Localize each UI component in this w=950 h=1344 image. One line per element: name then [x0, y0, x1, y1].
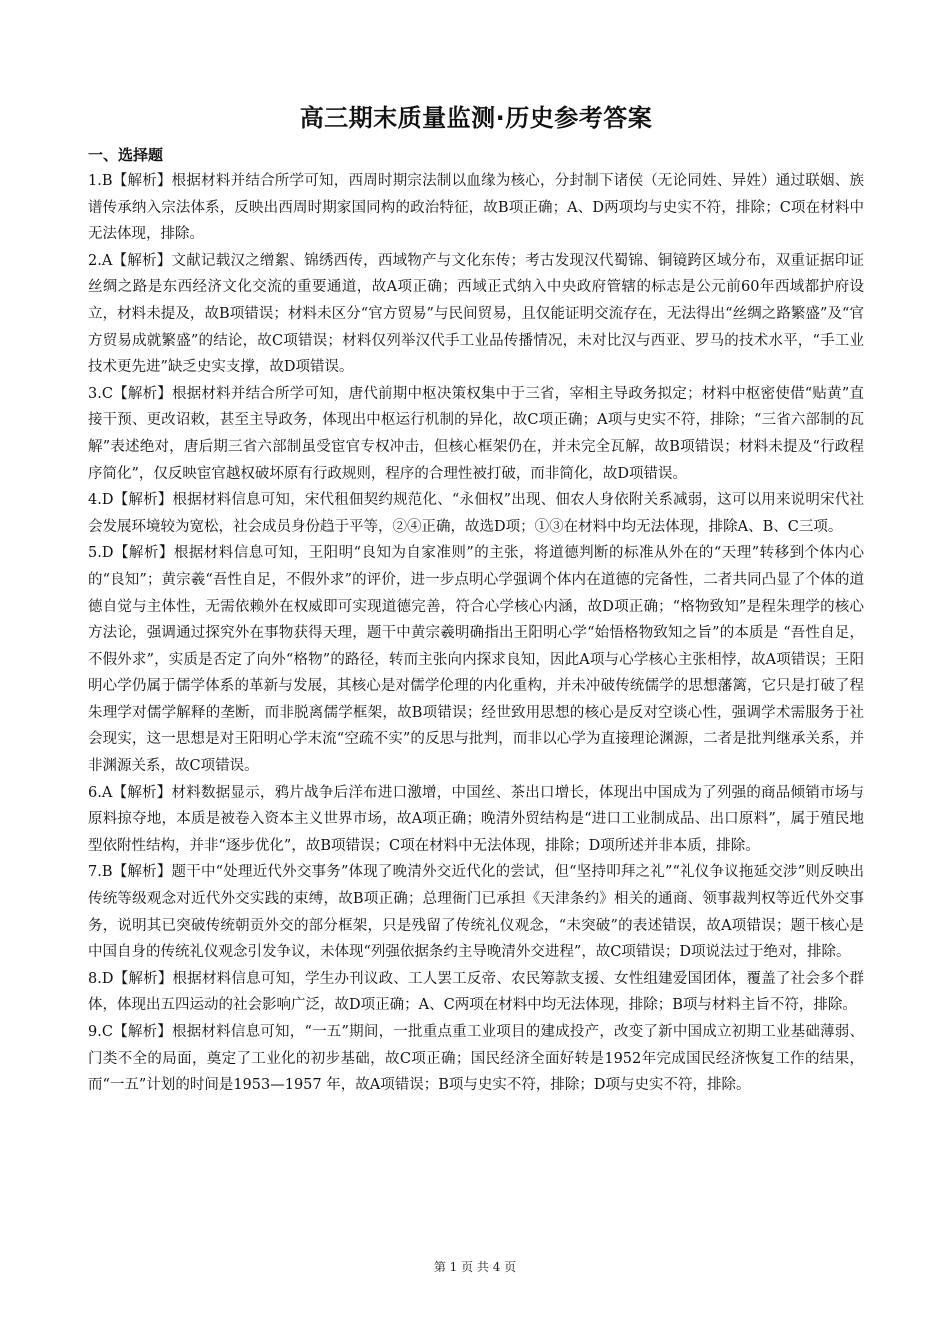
answer-item-4: 4.D【解析】根据材料信息可知，宋代租佃契约规范化、“永佃权”出现、佃农人身依附关系减弱，这可以用来说明宋代社会发展环境较为宽松，社会成员身份趋于平等，②④正确，故选D项；①③在材料中均无法体现，排除A、B、C三项。 — [88, 492, 864, 535]
document-title: 高三期末质量监测·历史参考答案 — [299, 104, 653, 132]
answer-item-1: 1.B【解析】根据材料并结合所学可知，西周时期宗法制以血缘为核心，分封制下诸侯（无论同姓、异姓）通过联姻、族谱传承纳入宗法体系，反映出西周时期家国同构的政治特征，故B项正确；A、D两项均与史实不符，排除；C项在材料中无法体现，排除。 — [88, 173, 864, 243]
answer-item-2: 2.A【解析】文献记载汉之缯絮、锦绣西传，西域物产与文化东传；考古发现汉代蜀锦、铜镜跨区域分布，双重证据印证丝绸之路是东西经济文化交流的重要通道，故A项正确；西域正式纳入中央政府管辖的标志是公元前60年西域都护府设立，材料未提及，故B项错误；材料未区分“官方贸易”与民间贸易，且仅能证明交流存在，无法得出“丝绸之路繁盛”及“官方贸易成就繁盛”的结论，故C项错误；材料仅列举汉代手工业品传播情况，未对比汉与西亚、罗马的技术水平，“手工业技术更先进”缺乏史实支撑，故D项错误。 — [88, 252, 864, 376]
answer-list — [88, 168, 864, 1099]
page-footer: 第 1 页 共 4 页 — [433, 1260, 517, 1274]
section-heading: 一、选择题 — [88, 146, 164, 164]
answer-item-8: 8.D【解析】根据材料信息可知，学生办刊议政、工人罢工反帝、农民筹款支援、女性组建爱国团体，覆盖了社会多个群体，体现出五四运动的社会影响广泛，故D项正确；A、C两项在材料中均无法体现，排除；B项与材料主旨不符，排除。 — [88, 970, 864, 1014]
answer-item-3: 3.C【解析】根据材料并结合所学可知，唐代前期中枢决策权集中于三省，宰相主导政务拟定；材料中枢密使借“贴黄”直接干预、更改诏敕，甚至主导政务，体现出中枢运行机制的异化，故C项正确；A项与史实不符，排除；“三省六部制的瓦解”表述绝对，唐后期三省六部制虽受宦官专权冲击，但核心框架仍在，并未完全瓦解，故B项错误；材料未提及“行政程序简化”，仅反映宦官越权破坏原有行政规则，程序的合理性被打破，而非简化，故D项错误。 — [88, 385, 864, 482]
answer-item-9: 9.C【解析】根据材料信息可知，“一五”期间，一批重点重工业项目的建成投产，改变了新中国成立初期工业基础薄弱、门类不全的局面，奠定了工业化的初步基础，故C项正确；国民经济全面好转是1952年完成国民经济恢复工作的结果，而“一五”计划的时间是1953—1957 年，故A项错误；B项与史实不符，排除；D项与史实不符，排除。 — [88, 1024, 864, 1094]
answer-item-5: 5.D【解析】根据材料信息可知，王阳明“良知为自家准则”的主张，将道德判断的标准从外在的“天理”转移到个体内心的“良知”；黄宗羲“吾性自足，不假外求”的评价，进一步点明心学强调个体内在道德的完备性，二者共同凸显了个体的道德自觉与主体性，无需依赖外在权威即可实现道德完善，符合心学核心内涵，故D项正确；“格物致知”是程朱理学的核心方法论，强调通过探究外在事物获得天理，题干中黄宗羲明确指出王阳明心学“始悟格物致知之旨”的本质是 “吾性自足，不假外求”，实质是否定了向外“格物”的路径，转而主张向内探求良知，因此A项与心学核心主张相悖，故A项错误；王阳明心学仍属于儒学体系的革新与发展，其核心是对儒学伦理的内化重构，并未冲破传统儒学的思想藩篱，它只是打破了程朱理学对儒学解释的垄断，而非脱离儒学框架，故B项错误；经世致用思想的核心是反对空谈心性，强调学术需服务于社会现实，这一思想是对王阳明心学末流“空疏不实”的反思与批判，而非以心学为直接理论渊源，二者是批判继承关系，并非渊源关系，故C项错误。 — [88, 545, 864, 775]
answer-item-6: 6.A【解析】材料数据显示，鸦片战争后洋布进口激增，中国丝、茶出口增长，体现出中国成为了列强的商品倾销市场与原料掠夺地，本质是被卷入资本主义世界市场，故A项正确；晚清外贸结构是“进口工业制成品、出口原料”，属于殖民地型依附性结构，并非“逐步优化”，故B项错误；C项在材料中无法体现，排除；D项所述并非本质，排除。 — [88, 784, 864, 854]
answer-item-7: 7.B【解析】题干中“处理近代外交事务”体现了晚清外交近代化的尝试，但“坚持叩拜之礼”“礼仪争议拖延交涉”则反映出传统等级观念对近代外交实践的束缚，故B项正确；总理衙门已承担《天津条约》相关的通商、领事裁判权等近代外交事务，说明其已突破传统朝贡外交的部分框架，只是残留了传统礼仪观念，“未突破”的表述错误，故A项错误；题干核心是中国自身的传统礼仪观念引发争议，未体现“列强依据条约主导晚清外交进程”，故C项错误；D项说法过于绝对，排除。 — [88, 864, 864, 961]
